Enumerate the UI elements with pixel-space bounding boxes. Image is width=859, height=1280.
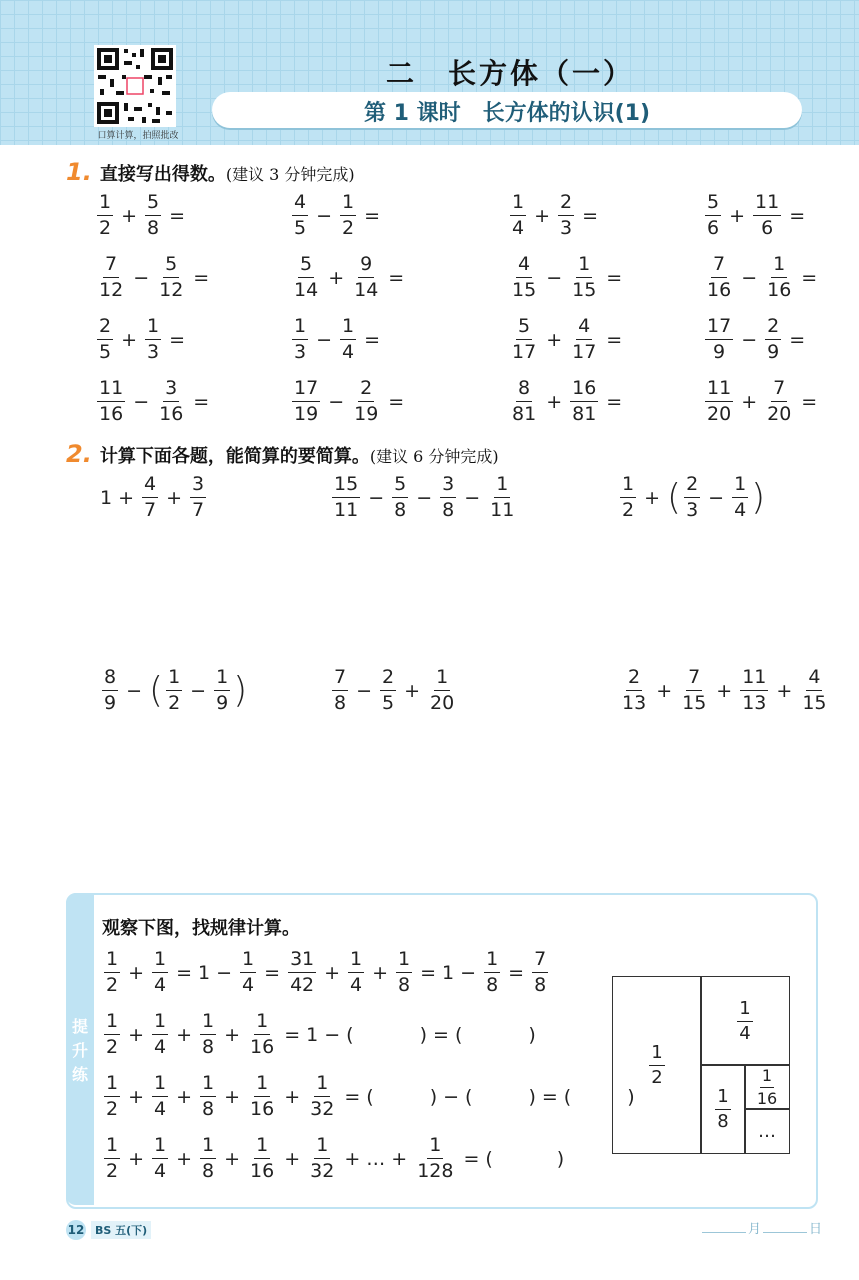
diagram-cell-sixteenth: $\frac{1}{16}$ — [744, 1064, 790, 1110]
direct-calc-item: $\frac{1}{2}$ + $\frac{5}{8}$ = — [99, 191, 186, 239]
unit-title: 二 长方体（一） — [385, 57, 634, 90]
diagram-cell-eighth: $\frac{1}{8}$ — [700, 1064, 746, 1154]
answer-blank[interactable]: ( ) — [465, 1085, 536, 1108]
pattern-example-1: $\frac{1}{2}$ + $\frac{1}{4}$ = 1 − $\frac{1}{4}$ = $\frac{3}{4}$ — [106, 948, 303, 996]
lesson-title: 第 1 课时 长方体的认识(1) — [363, 101, 651, 126]
diagram-cell-quarter: $\frac{1}{4}$ — [700, 976, 790, 1066]
pattern-example-2: $\frac{1}{2}$ + $\frac{1}{4}$ + $\frac{1}{8}$ = 1 − $\frac{1}{8}$ = $\frac{7}{8}$ — [302, 948, 547, 996]
direct-calc-item: $\frac{1}{4}$ + $\frac{2}{3}$ = — [512, 191, 599, 239]
pattern-question-2: $\frac{1}{2}$ + $\frac{1}{4}$ + $\frac{1}{8}$ + $\frac{1}{16}$ + $\frac{1}{32}$ = ( ) − ( ) = ( ) — [106, 1072, 635, 1120]
section-number: 1. — [66, 158, 92, 186]
direct-calc-item: $\frac{7}{12}$ − $\frac{5}{12}$ = — [99, 253, 210, 301]
direct-calc-item: $\frac{5}{17}$ + $\frac{4}{17}$ = — [512, 315, 623, 363]
footer-badge — [66, 1220, 151, 1240]
time-hint: (建议 6 分钟完成) — [369, 447, 499, 466]
qr-code[interactable] — [94, 45, 176, 127]
direct-calc-item: $\frac{11}{20}$ + $\frac{7}{20}$ = — [707, 377, 818, 425]
direct-calc-item: $\frac{8}{81}$ + $\frac{16}{81}$ = — [512, 377, 623, 425]
diagram-cell-rest: … — [744, 1108, 790, 1154]
section-number: 2. — [66, 440, 92, 468]
panel-title: 观察下图，找规律计算。 — [102, 918, 300, 939]
pattern-question-3: $\frac{1}{2}$ + $\frac{1}{4}$ + $\frac{1}{8}$ + $\frac{1}{16}$ + $\frac{1}{32}$ + … + $\frac{1}{128}$ = ( ) — [106, 1134, 565, 1182]
month-blank[interactable] — [702, 1232, 746, 1233]
answer-blank[interactable]: ( ) — [366, 1085, 438, 1108]
problem-1: 1 + $\frac{4}{7}$ + $\frac{3}{7}$ — [100, 473, 205, 521]
diagram-cell-half: $\frac{1}{2}$ — [612, 976, 702, 1154]
problem-4: $\frac{8}{9}$ − ( $\frac{1}{2}$ − $\frac{1}{9}$ ) — [104, 666, 248, 714]
direct-calc-item: $\frac{5}{6}$ + $\frac{11}{6}$ = — [707, 191, 806, 239]
problem-6: $\frac{2}{13}$ + $\frac{7}{15}$ + $\frac{11}{13}$ + $\frac{4}{15}$ — [622, 666, 827, 714]
answer-blank[interactable]: ( ) — [485, 1147, 565, 1170]
direct-calc-item: $\frac{7}{16}$ − $\frac{1}{16}$ = — [707, 253, 818, 301]
direct-calc-item: $\frac{4}{5}$ − $\frac{1}{2}$ = — [294, 191, 381, 239]
problem-5: $\frac{7}{8}$ − $\frac{2}{5}$ + $\frac{1}{20}$ — [334, 666, 455, 714]
qr-caption: 口算计算，拍照批改 — [97, 131, 179, 141]
direct-calc-item: $\frac{1}{3}$ − $\frac{1}{4}$ = — [294, 315, 381, 363]
direct-calc-item: $\frac{4}{15}$ − $\frac{1}{15}$ = — [512, 253, 623, 301]
page-number: 12 — [66, 1220, 86, 1240]
edition-label: BS 五(下) — [91, 1221, 151, 1239]
extension-label: 提升练 — [71, 1017, 88, 1084]
direct-calc-item: $\frac{5}{14}$ + $\frac{9}{14}$ = — [294, 253, 405, 301]
answer-blank[interactable]: ( ) — [346, 1023, 428, 1046]
answer-blank[interactable]: ( ) — [563, 1085, 635, 1108]
answer-blank[interactable]: ( ) — [454, 1023, 536, 1046]
direct-calc-item: $\frac{17}{19}$ − $\frac{2}{19}$ = — [294, 377, 405, 425]
date-line: 月 日 — [700, 1218, 822, 1237]
direct-calc-item: $\frac{2}{5}$ + $\frac{1}{3}$ = — [99, 315, 186, 363]
pattern-question-1: $\frac{1}{2}$ + $\frac{1}{4}$ + $\frac{1}{8}$ + $\frac{1}{16}$ = 1 − ( ) = ( ) — [106, 1010, 536, 1058]
direct-calc-item: $\frac{11}{16}$ − $\frac{3}{16}$ = — [99, 377, 210, 425]
time-hint: (建议 3 分钟完成) — [225, 165, 355, 184]
problem-2: $\frac{15}{11}$ − $\frac{5}{8}$ − $\frac{3}{8}$ − $\frac{1}{11}$ — [334, 473, 515, 521]
section-1-title: 1. 直接写出得数。(建议 3 分钟完成) — [66, 158, 355, 186]
day-blank[interactable] — [763, 1232, 807, 1233]
direct-calc-item: $\frac{17}{9}$ − $\frac{2}{9}$ = — [707, 315, 806, 363]
problem-3: $\frac{1}{2}$ + ( $\frac{2}{3}$ − $\frac{1}{4}$ ) — [622, 473, 766, 521]
section-2-title: 2. 计算下面各题，能简算的要简算。(建议 6 分钟完成) — [66, 440, 499, 468]
